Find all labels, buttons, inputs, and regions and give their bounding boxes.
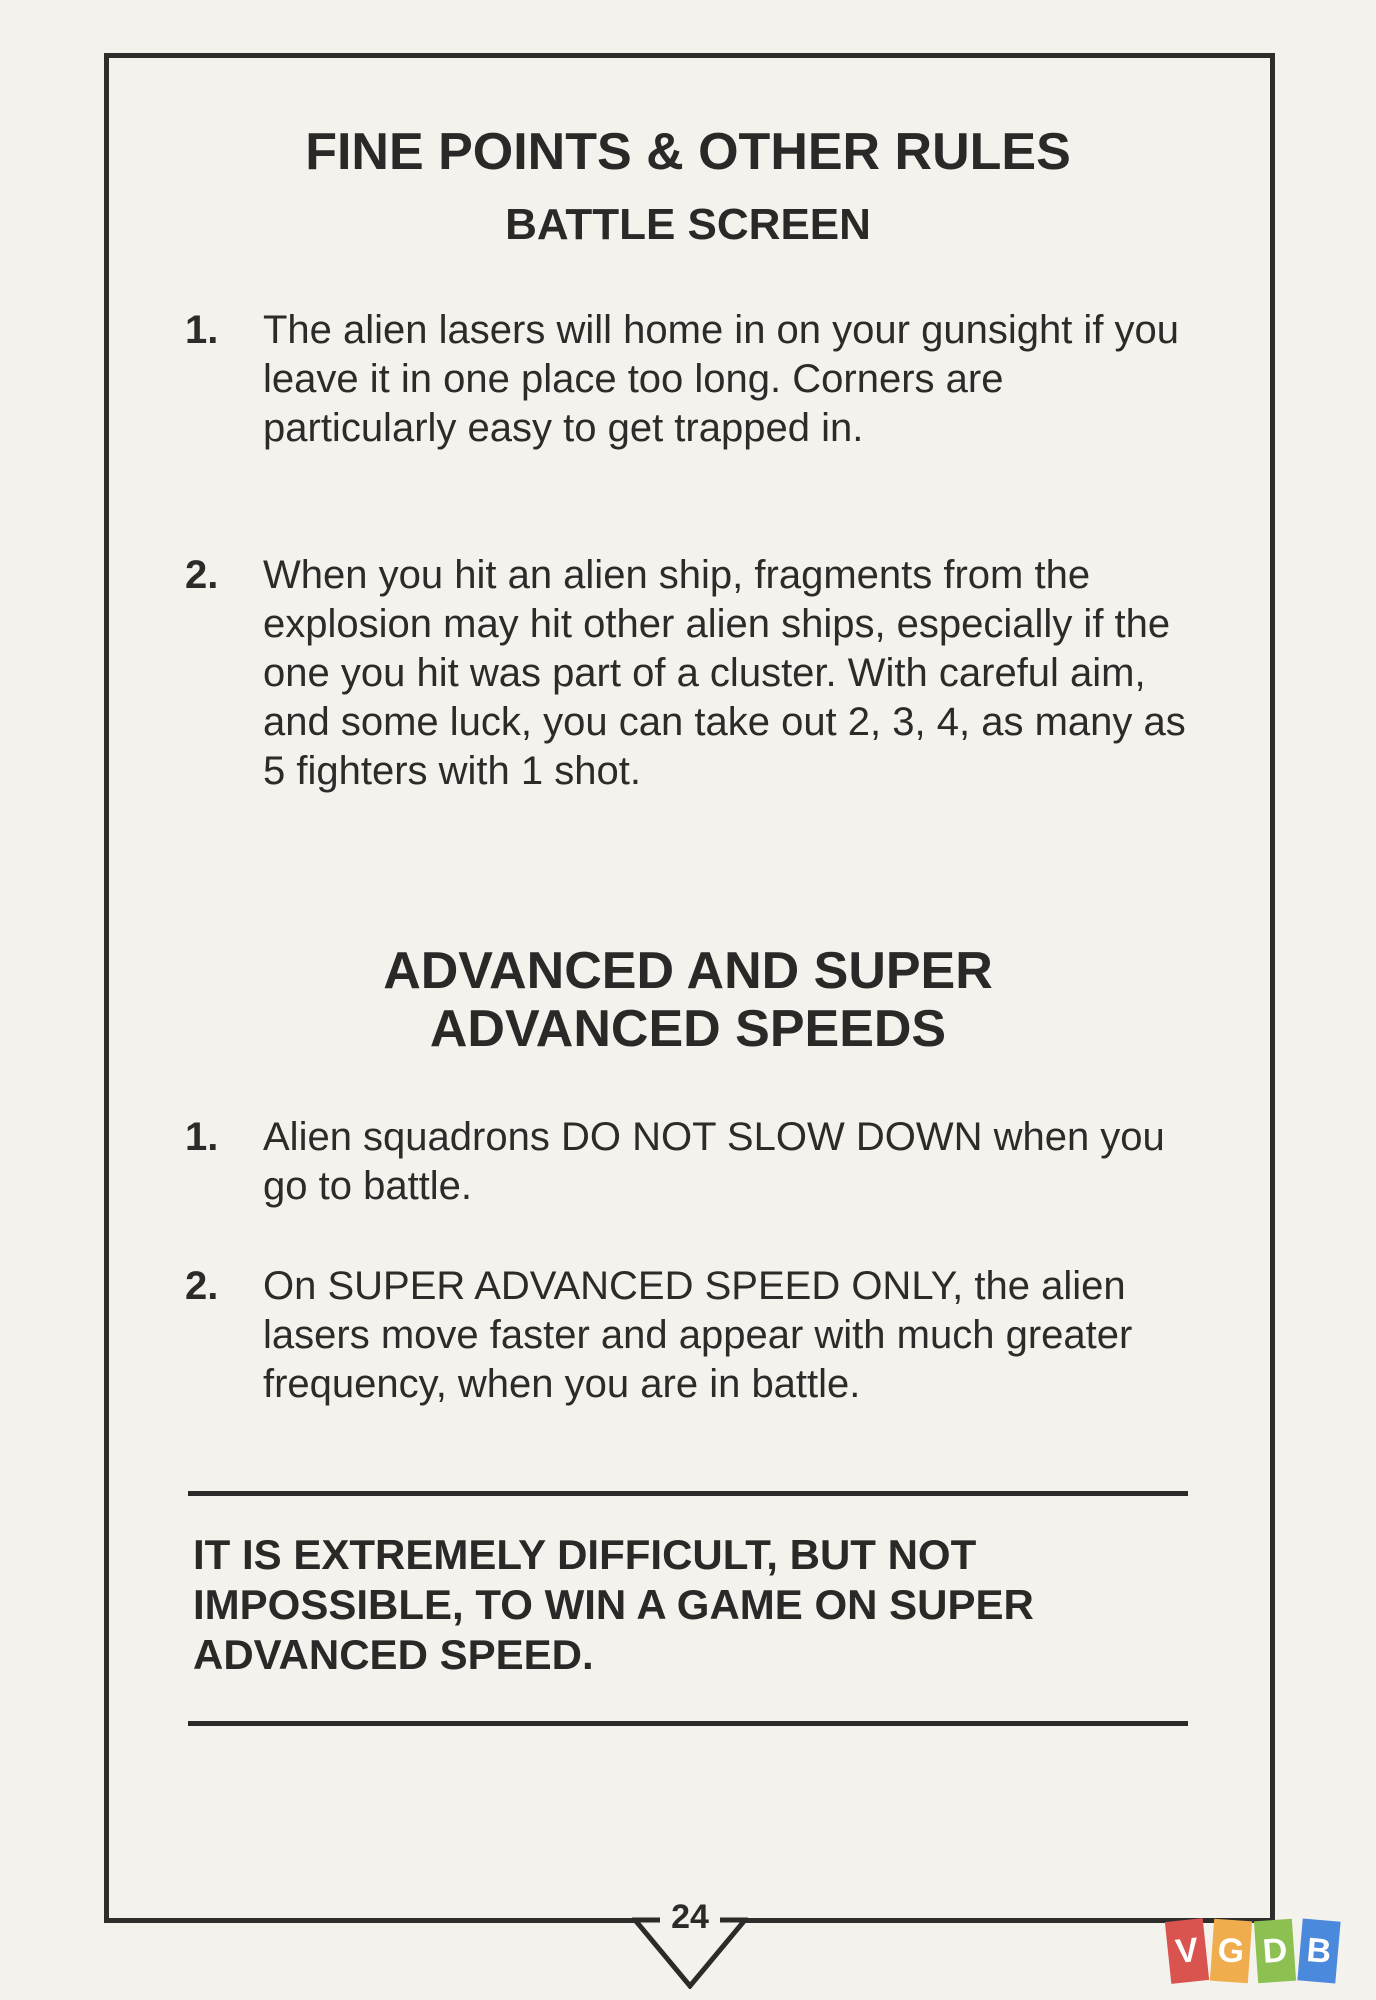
divider-top: [188, 1491, 1188, 1496]
page-title: FINE POINTS & OTHER RULES: [305, 123, 1071, 181]
section-heading-line1: ADVANCED AND SUPER: [383, 942, 993, 1000]
section-subtitle: BATTLE SCREEN: [505, 200, 871, 249]
item-number: 2.: [185, 553, 219, 597]
item-text: Alien squadrons DO NOT SLOW DOWN when you go to battle.: [263, 1115, 1165, 1208]
item-text: On SUPER ADVANCED SPEED ONLY, the alien lasers move faster and appear with much greater frequency, when you are in battle.: [263, 1264, 1133, 1406]
item-text: The alien lasers will home in on your gunsight if you leave it in one place too long. Corners are particularly easy to get trapped in.: [263, 308, 1180, 450]
section-heading: [0, 942, 1376, 1058]
item-number: 1.: [185, 308, 219, 352]
watermark-letter: G: [1210, 1919, 1252, 1983]
warning-text: IT IS EXTREMELY DIFFICULT, BUT NOT IMPOSSIBLE, TO WIN A GAME ON SUPER ADVANCED SPEED.: [193, 1531, 1034, 1678]
item-number: 2.: [185, 1264, 219, 1308]
divider-bottom: [188, 1721, 1188, 1726]
page-number: 24: [660, 1898, 720, 1937]
section-heading-line2: ADVANCED SPEEDS: [429, 1000, 947, 1058]
item-number: 1.: [185, 1115, 219, 1159]
watermark-letter: B: [1297, 1918, 1340, 1983]
item-text: When you hit an alien ship, fragments from the explosion may hit other alien ships, especially if the one you hit was part of a cluster. With careful aim, and some luck, you can take out 2, 3, 4, as many as 5 fighters with 1 shot.: [263, 553, 1186, 793]
watermark-letter: D: [1254, 1919, 1296, 1983]
watermark-letter: V: [1165, 1918, 1209, 1984]
